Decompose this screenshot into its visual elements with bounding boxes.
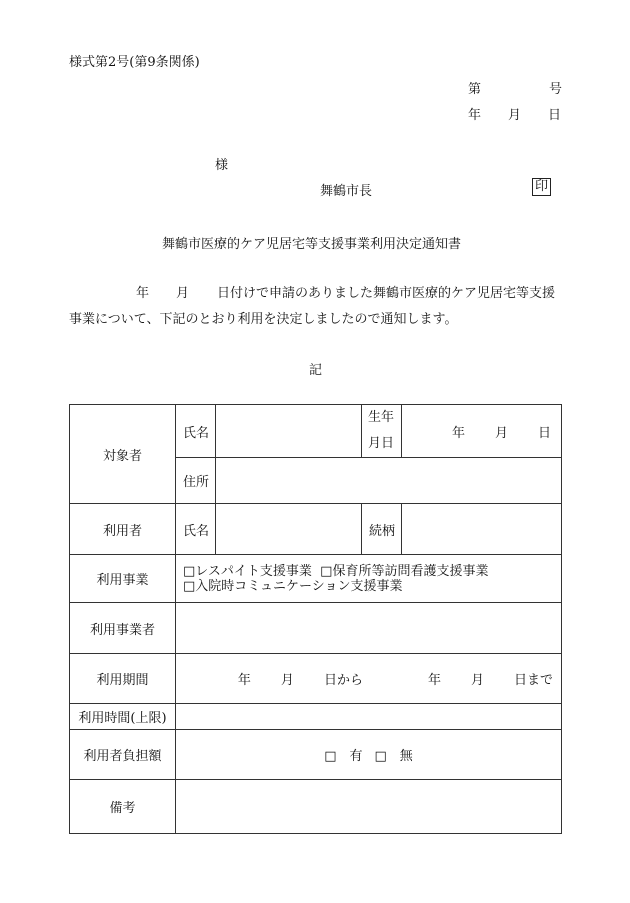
body-year: 年	[136, 286, 150, 301]
date-day: 日	[548, 108, 562, 123]
user-name-label: 氏名	[176, 504, 216, 555]
issuer-name: 舞鶴市長	[320, 184, 373, 199]
doc-number-dai: 第	[468, 82, 482, 97]
subject-name-label: 氏名	[176, 405, 216, 458]
user-name-field[interactable]	[216, 504, 362, 555]
remarks-label: 備考	[70, 780, 176, 834]
period-from-month: 月	[280, 673, 294, 688]
addressee-suffix: 様	[215, 158, 229, 173]
service-label: 利用事業	[70, 555, 176, 603]
remarks-field[interactable]	[176, 780, 562, 834]
body-line1: 日付けで申請のありました舞鶴市医療的ケア児居宅等支援	[217, 286, 556, 301]
decision-table	[69, 404, 562, 834]
dob-label	[362, 405, 402, 458]
body-month: 月	[176, 286, 190, 301]
seal-stamp: 印	[532, 178, 551, 196]
period-to-day: 日まで	[513, 673, 553, 688]
relation-label: 続柄	[362, 504, 402, 555]
hours-field[interactable]	[176, 704, 562, 730]
service-option-respite[interactable]: □レスパイト支援事業	[183, 563, 312, 579]
subject-name-field[interactable]	[216, 405, 362, 458]
service-option-nursery-visit[interactable]: □保育所等訪問看護支援事業	[320, 563, 489, 579]
subject-label: 対象者	[70, 405, 176, 504]
service-option-hospital-communication[interactable]: □入院時コミュニケーション支援事業	[183, 578, 403, 594]
burden-no-option[interactable]: □ 無	[374, 749, 413, 764]
period-from-year: 年	[237, 673, 251, 688]
period-from-day: 日から	[323, 673, 363, 688]
period-to-month: 月	[470, 673, 484, 688]
hours-label: 利用時間(上限)	[70, 704, 176, 730]
date-month: 月	[508, 108, 522, 123]
period-to-year: 年	[427, 673, 441, 688]
address-label: 住所	[176, 458, 216, 504]
burden-yes-option[interactable]: □ 有	[324, 749, 363, 764]
dob-label-1: 生年	[368, 410, 395, 425]
dob-label-2: 月日	[368, 436, 395, 451]
form-number: 様式第2号(第9条関係)	[69, 55, 200, 70]
dob-field[interactable]	[402, 405, 562, 458]
burden-field	[176, 730, 562, 780]
address-field[interactable]	[216, 458, 562, 504]
dob-month: 月	[494, 425, 508, 441]
provider-field[interactable]	[176, 603, 562, 654]
relation-field[interactable]	[402, 504, 562, 555]
user-label: 利用者	[70, 504, 176, 555]
dob-day: 日	[537, 425, 551, 441]
document-title: 舞鶴市医療的ケア児居宅等支援事業利用決定通知書	[162, 237, 462, 252]
ki-label: 記	[309, 363, 323, 378]
service-options	[176, 555, 562, 603]
dob-year: 年	[451, 425, 465, 441]
date-year: 年	[468, 108, 482, 123]
doc-number-go: 号	[549, 82, 563, 97]
provider-label: 利用事業者	[70, 603, 176, 654]
body-line2: 事業について、下記のとおり利用を決定しましたので通知します。	[69, 312, 458, 327]
period-field[interactable]	[176, 654, 562, 704]
period-label: 利用期間	[70, 654, 176, 704]
burden-label: 利用者負担額	[70, 730, 176, 780]
